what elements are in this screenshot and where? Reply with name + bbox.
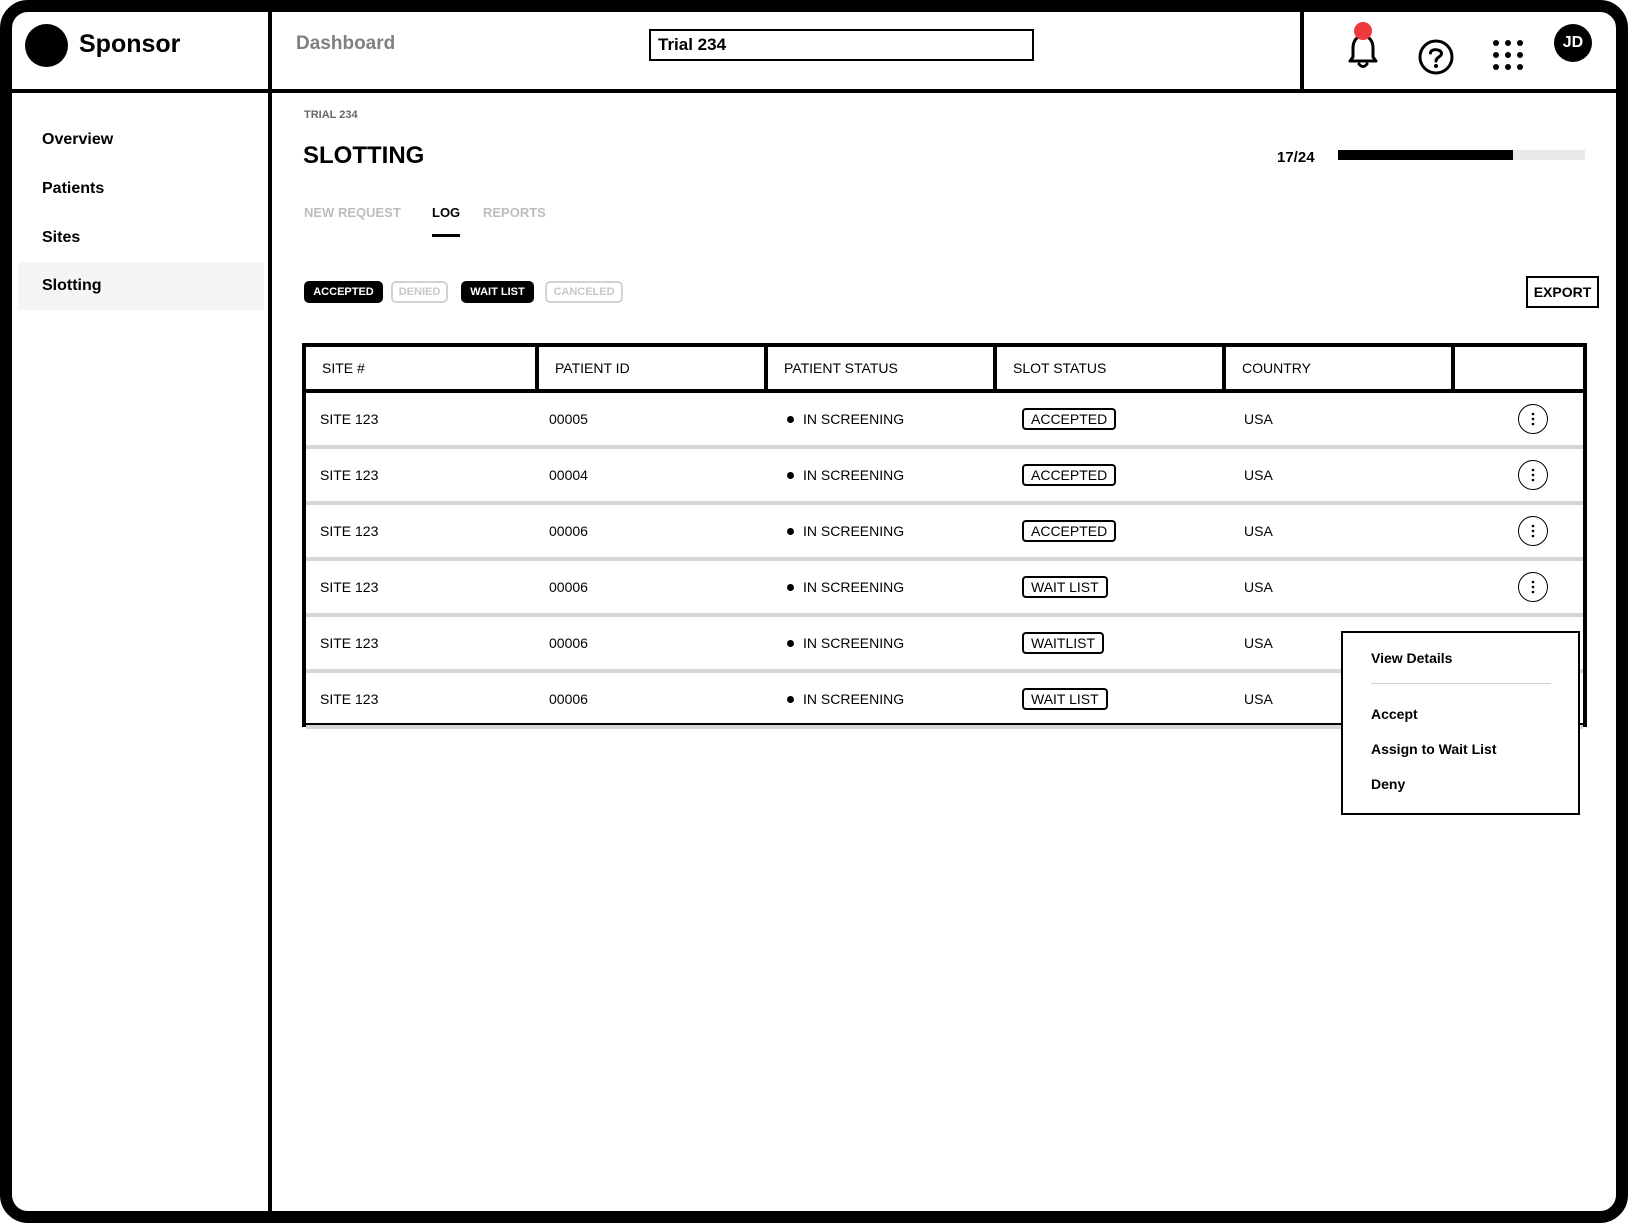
sidebar-divider — [268, 12, 272, 1211]
logo-icon — [25, 24, 68, 67]
more-vertical-icon — [1531, 524, 1535, 538]
cell-country: USA — [1244, 467, 1273, 483]
cell-country: USA — [1244, 411, 1273, 427]
sidebar-item-overview[interactable] — [18, 116, 264, 164]
cell-slot-status — [1022, 617, 1104, 669]
menu-item-assign-wait-list[interactable]: Assign to Wait List — [1371, 741, 1497, 757]
breadcrumb[interactable]: Dashboard — [296, 33, 396, 54]
slot-status-badge: WAIT LIST — [1022, 576, 1108, 598]
column-header-country: COUNTRY — [1242, 360, 1311, 376]
column-header-patient-id: PATIENT ID — [555, 360, 630, 376]
cell-site: SITE 123 — [320, 467, 379, 483]
cell-country: USA — [1244, 635, 1273, 651]
status-dot-icon — [787, 584, 794, 591]
notification-badge — [1354, 22, 1372, 40]
menu-item-view-details[interactable]: View Details — [1371, 650, 1453, 666]
slot-status-badge: ACCEPTED — [1022, 520, 1116, 542]
cell-country: USA — [1244, 579, 1273, 595]
table-row — [306, 561, 1583, 617]
cell-patient-id: 00006 — [549, 635, 588, 651]
cell-patient-id: 00004 — [549, 467, 588, 483]
export-button[interactable]: EXPORT — [1526, 276, 1599, 308]
sidebar-item-slotting[interactable] — [18, 262, 264, 310]
patient-status-text: IN SCREENING — [803, 523, 905, 539]
cell-patient-status — [787, 505, 904, 557]
status-dot-icon — [787, 696, 794, 703]
slot-status-badge: ACCEPTED — [1022, 464, 1116, 486]
header-bottom-border — [12, 89, 1616, 93]
sidebar-item-label: Patients — [42, 180, 105, 197]
cell-country: USA — [1244, 691, 1273, 707]
sidebar-item-sites[interactable] — [18, 214, 264, 262]
table-row — [306, 505, 1583, 561]
row-actions-button[interactable] — [1518, 460, 1548, 490]
tab-reports[interactable]: REPORTS — [483, 205, 546, 220]
patient-status-text: IN SCREENING — [803, 691, 905, 707]
brand-name: Sponsor — [79, 30, 181, 58]
status-dot-icon — [787, 472, 794, 479]
sidebar-item-label: Sites — [42, 229, 81, 246]
slot-status-badge: WAITLIST — [1022, 632, 1104, 654]
cell-country: USA — [1244, 523, 1273, 539]
patient-status-text: IN SCREENING — [803, 411, 905, 427]
active-tab-indicator — [432, 234, 460, 237]
cell-patient-id: 00005 — [549, 411, 588, 427]
tab-log[interactable]: LOG — [432, 205, 461, 220]
status-dot-icon — [787, 528, 794, 535]
cell-site: SITE 123 — [320, 523, 379, 539]
page-overline: TRIAL 234 — [304, 109, 358, 121]
filter-wait-list[interactable]: WAIT LIST — [461, 281, 534, 303]
progress-track — [1338, 150, 1585, 160]
cell-site: SITE 123 — [320, 691, 379, 707]
cell-site: SITE 123 — [320, 411, 379, 427]
cell-slot-status — [1022, 673, 1108, 725]
patient-status-text: IN SCREENING — [803, 467, 905, 483]
row-actions-menu — [1341, 631, 1580, 815]
column-header-slot-status: SLOT STATUS — [1013, 360, 1107, 376]
row-actions-button[interactable] — [1518, 404, 1548, 434]
menu-divider — [1371, 683, 1551, 684]
column-header-actions — [1455, 347, 1583, 389]
filter-canceled[interactable]: CANCELED — [545, 281, 623, 303]
sidebar-item-patients[interactable] — [18, 165, 264, 213]
cell-slot-status — [1022, 561, 1108, 613]
cell-site: SITE 123 — [320, 635, 379, 651]
menu-item-deny[interactable]: Deny — [1371, 776, 1406, 792]
cell-patient-id: 00006 — [549, 579, 588, 595]
cell-patient-id: 00006 — [549, 691, 588, 707]
cell-slot-status — [1022, 505, 1116, 557]
cell-patient-status — [787, 561, 904, 613]
apps-grid-icon[interactable] — [1492, 39, 1524, 71]
header-divider — [1300, 12, 1304, 91]
table-row — [306, 393, 1583, 449]
cell-slot-status — [1022, 393, 1116, 445]
slot-status-badge: WAIT LIST — [1022, 688, 1108, 710]
progress-label: 17/24 — [1277, 149, 1315, 166]
cell-site: SITE 123 — [320, 579, 379, 595]
row-actions-button[interactable] — [1518, 572, 1548, 602]
help-icon[interactable] — [1417, 38, 1455, 76]
table-row — [306, 449, 1583, 505]
search-input[interactable] — [649, 29, 1034, 61]
sidebar-item-label: Overview — [42, 131, 114, 148]
cell-patient-status — [787, 617, 904, 669]
cell-patient-status — [787, 449, 904, 501]
avatar[interactable]: JD — [1554, 24, 1592, 62]
status-dot-icon — [787, 416, 794, 423]
page-title: SLOTTING — [303, 142, 425, 169]
filter-denied[interactable]: DENIED — [391, 281, 448, 303]
patient-status-text: IN SCREENING — [803, 579, 905, 595]
cell-patient-status — [787, 393, 904, 445]
table-header — [306, 347, 1583, 393]
row-actions-button[interactable] — [1518, 516, 1548, 546]
tab-new-request[interactable]: NEW REQUEST — [304, 205, 401, 220]
sidebar-item-label: Slotting — [42, 277, 102, 294]
column-header-site: SITE # — [322, 360, 365, 376]
filter-accepted[interactable]: ACCEPTED — [304, 281, 383, 303]
progress-fill — [1338, 150, 1513, 160]
more-vertical-icon — [1531, 412, 1535, 426]
slot-status-badge: ACCEPTED — [1022, 408, 1116, 430]
more-vertical-icon — [1531, 468, 1535, 482]
patient-status-text: IN SCREENING — [803, 635, 905, 651]
cell-patient-id: 00006 — [549, 523, 588, 539]
more-vertical-icon — [1531, 580, 1535, 594]
column-header-patient-status: PATIENT STATUS — [784, 360, 898, 376]
menu-item-accept[interactable]: Accept — [1371, 706, 1418, 722]
cell-slot-status — [1022, 449, 1116, 501]
status-dot-icon — [787, 640, 794, 647]
cell-patient-status — [787, 673, 904, 725]
